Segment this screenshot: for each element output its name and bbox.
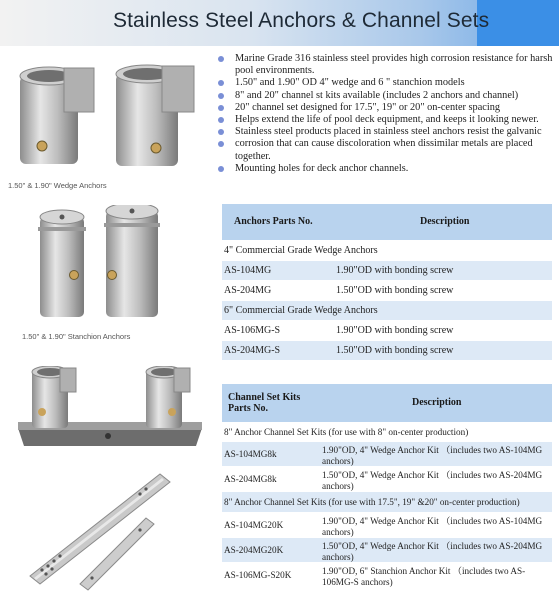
description-cell: 1.90"OD, 4" Wedge Anchor Kit （includes two AS-104MG anchors) — [320, 441, 552, 466]
description-cell: 1.50"OD with bonding screw — [334, 340, 552, 360]
feature-item-continuation: pool environments. — [235, 65, 315, 77]
channel-set-kits-table — [222, 384, 552, 588]
table-row — [222, 513, 552, 538]
table-row — [222, 441, 552, 466]
table-row — [222, 538, 552, 563]
section-title: 8" Anchor Channel Set Kits (for use with 8" on-center production) — [222, 422, 552, 441]
table-section-row — [222, 491, 552, 513]
feature-item: Stainless steel products placed in stainless steel anchors resist the galvanic — [218, 126, 554, 138]
channel-set-image — [12, 366, 208, 456]
column-header-part-no: Anchors Parts No. — [222, 204, 334, 240]
table-row — [222, 320, 552, 340]
table-row — [222, 466, 552, 491]
part-number-cell: AS-204MG20K — [222, 538, 320, 563]
description-cell: 1.50"OD with bonding screw — [334, 280, 552, 300]
part-number-cell: AS-104MG8k — [222, 441, 320, 466]
column-header-part-no: Channel Set Kits Parts No. — [222, 384, 320, 422]
page-header — [0, 0, 559, 46]
table-row — [222, 340, 552, 360]
column-header-description: Description — [334, 204, 552, 240]
table-header-row — [222, 384, 552, 422]
table-section-row — [222, 300, 552, 320]
table-section-row — [222, 240, 552, 260]
feature-item: Mounting holes for deck anchor channels. — [218, 163, 554, 175]
part-number-cell: AS-204MG — [222, 280, 334, 300]
part-number-cell: AS-106MG-S — [222, 320, 334, 340]
feature-item: 8" and 20" channel st kits available (includes 2 anchors and channel) — [218, 90, 554, 102]
part-number-cell: AS-104MG — [222, 260, 334, 280]
feature-item: corrosion that can cause discoloration when dissimilar metals are placed — [218, 138, 554, 150]
wedge-anchors-caption: 1.50" & 1.90" Wedge Anchors — [8, 181, 107, 190]
wedge-anchors-image — [8, 58, 208, 180]
feature-item: 1.50" and 1.90" OD 4" wedge and 6 " stanchion models — [218, 77, 554, 89]
feature-item: Marine Grade 316 stainless steel provides high corrosion resistance for harsh — [218, 53, 554, 65]
description-cell: 1.90"OD with bonding screw — [334, 320, 552, 340]
feature-item: Helps extend the life of pool deck equipment, and keeps it looking newer. — [218, 114, 554, 126]
description-cell: 1.90"OD, 4" Wedge Anchor Kit （includes two AS-104MG anchors) — [320, 513, 552, 538]
stanchion-anchors-image — [22, 205, 182, 325]
table-row — [222, 260, 552, 280]
table-header-row — [222, 204, 552, 240]
page-title: Stainless Steel Anchors & Channel Sets — [113, 9, 490, 32]
description-cell: 1.90"OD, 6" Stanchion Anchor Kit （includes two AS-106MG-S anchors) — [320, 563, 552, 588]
part-number-cell: AS-204MG-S — [222, 340, 334, 360]
description-cell: 1.90"OD with bonding screw — [334, 260, 552, 280]
stanchion-anchors-caption: 1.50" & 1.90" Stanchion Anchors — [22, 332, 131, 341]
description-cell: 1.50"OD, 4" Wedge Anchor Kit （includes two AS-204MG anchors) — [320, 466, 552, 491]
part-number-cell: AS-104MG20K — [222, 513, 320, 538]
table-row — [222, 280, 552, 300]
feature-item: 20" channel set designed for 17.5", 19" or 20" on-center spacing — [218, 102, 554, 114]
column-header-description: Description — [320, 384, 552, 422]
section-title: 6" Commercial Grade Wedge Anchors — [222, 300, 552, 320]
section-title: 8" Anchor Channel Set Kits (for use with 17.5", 19" &20" on-center production) — [222, 491, 552, 513]
part-number-cell: AS-106MG-S20K — [222, 563, 320, 588]
anchors-table — [222, 204, 552, 361]
feature-list — [218, 53, 554, 175]
part-number-cell: AS-204MG8k — [222, 466, 320, 491]
table-row — [222, 563, 552, 588]
channel-bars-image — [20, 466, 180, 592]
header-accent-block — [477, 0, 559, 46]
description-cell: 1.50"OD, 4" Wedge Anchor Kit （includes two AS-204MG anchors) — [320, 538, 552, 563]
table-section-row — [222, 422, 552, 441]
section-title: 4" Commercial Grade Wedge Anchors — [222, 240, 552, 260]
feature-item-continuation: together. — [235, 150, 271, 162]
